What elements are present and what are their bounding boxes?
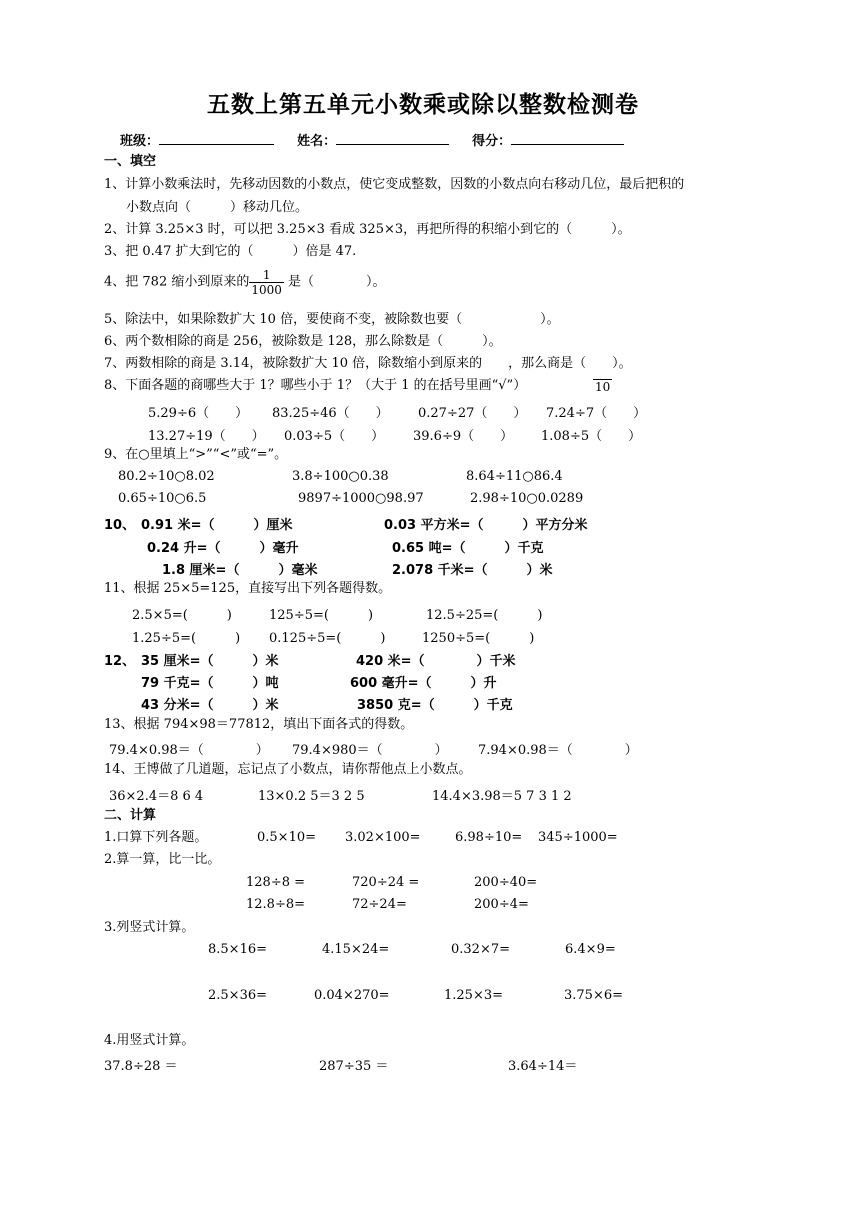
q14-item: 36×2.4＝8 6 4 bbox=[109, 789, 204, 804]
part-2-item: 128÷8 = bbox=[246, 875, 306, 890]
fraction-numerator: 1 bbox=[262, 268, 271, 282]
part-4-item: 3.64÷14＝ bbox=[508, 1059, 578, 1074]
part-1-item: 3.02×100= bbox=[345, 830, 421, 845]
part-3-item: 6.4×9= bbox=[565, 942, 616, 957]
page-title: 五数上第五单元小数乘或除以整数检测卷 bbox=[207, 92, 639, 118]
q12-item: 79 千克=（ ）吨 bbox=[141, 676, 279, 691]
part-4-item: 287÷35 ＝ bbox=[319, 1059, 389, 1074]
part-3-label: 3.列竖式计算。 bbox=[104, 920, 195, 935]
question-9: 9、在○里填上“>”“<”或“=”。 bbox=[104, 447, 288, 462]
q13-item: 79.4×0.98＝（ ） bbox=[109, 743, 269, 758]
question-12-label: 12、 bbox=[104, 654, 136, 669]
q13-item: 79.4×980＝（ ） bbox=[292, 743, 448, 758]
q9-row-2-item: 9897÷1000○98.97 bbox=[298, 491, 424, 506]
part-3-item: 0.32×7= bbox=[451, 942, 511, 957]
q8-row-2-item: 13.27÷19（ ） bbox=[148, 429, 265, 444]
q10-item: 0.91 米=（ ）厘米 bbox=[141, 518, 293, 533]
q12-item: 3850 克=（ ）千克 bbox=[357, 698, 513, 713]
part-3-item: 1.25×3= bbox=[444, 988, 504, 1003]
part-2-item: 12.8÷8= bbox=[246, 897, 306, 912]
question-11: 11、根据 25×5=125，直接写出下列各题得数。 bbox=[104, 581, 392, 596]
section-1-heading: 一、填空 bbox=[104, 154, 157, 169]
q12-item: 420 米=（ ）千米 bbox=[356, 654, 516, 669]
part-2-label: 2.算一算，比一比。 bbox=[104, 852, 221, 867]
question-1-line-1: 1、计算小数乘法时，先移动因数的小数点，使它变成整数，因数的小数点向右移动几位，最后把积的 bbox=[104, 177, 685, 192]
question-10-label: 10、 bbox=[104, 518, 136, 533]
q11-row-2-item: 1250÷5=( ) bbox=[422, 631, 535, 646]
q13-item: 7.94×0.98＝（ ） bbox=[478, 743, 638, 758]
part-2-item: 200÷4= bbox=[474, 897, 529, 912]
question-3: 3、把 0.47 扩大到它的（ ）倍是 47. bbox=[104, 244, 357, 259]
student-info-row bbox=[120, 131, 624, 150]
q11-row-2-item: 1.25÷5=( ) bbox=[132, 631, 241, 646]
part-3-item: 0.04×270= bbox=[314, 988, 390, 1003]
part-1-item: 345÷1000= bbox=[538, 830, 618, 845]
question-13: 13、根据 794×98＝77812，填出下面各式的得数。 bbox=[104, 717, 414, 732]
score-label: 得分： bbox=[472, 134, 512, 149]
q10-item: 0.65 吨=（ ）千克 bbox=[392, 541, 544, 556]
question-14: 14、王博做了几道题，忘记点了小数点，请你帮他点上小数点。 bbox=[104, 762, 472, 777]
q10-item: 1.8 厘米=（ ）毫米 bbox=[162, 563, 318, 578]
question-4-answer: 是（ ）。 bbox=[288, 274, 386, 290]
part-3-item: 4.15×24= bbox=[322, 942, 390, 957]
part-1-item: 6.98÷10= bbox=[455, 830, 523, 845]
part-1-label: 1.口算下列各题。 bbox=[104, 830, 208, 845]
class-field[interactable] bbox=[159, 131, 274, 145]
q12-item: 600 毫升=（ ）升 bbox=[350, 676, 497, 691]
question-6: 6、两个数相除的商是 256，被除数是 128，那么除数是（ ）。 bbox=[104, 334, 502, 349]
part-3-item: 2.5×36= bbox=[208, 988, 268, 1003]
q8-row-2-item: 1.08÷5（ ） bbox=[541, 429, 642, 444]
q8-row-1-item: 7.24÷7（ ） bbox=[546, 406, 647, 421]
question-4-text: 4、把 782 缩小到原来的 bbox=[104, 274, 250, 290]
score-field[interactable] bbox=[511, 131, 624, 145]
question-5: 5、除法中，如果除数扩大 10 倍，要使商不变，被除数也要（ ）。 bbox=[104, 312, 560, 327]
part-4-label: 4.用竖式计算。 bbox=[104, 1033, 195, 1048]
class-label: 班级： bbox=[120, 134, 160, 149]
q10-item: 0.24 升=（ ）毫升 bbox=[147, 541, 299, 556]
q12-item: 43 分米=（ ）米 bbox=[141, 698, 279, 713]
question-8: 8、下面各题的商哪些大于 1？哪些小于 1？（大于 1 的在括号里画“√”） bbox=[104, 378, 527, 393]
q14-item: 13×0.2 5＝3 2 5 bbox=[258, 789, 365, 804]
q12-item: 35 厘米=（ ）米 bbox=[141, 654, 279, 669]
section-2-heading: 二、计算 bbox=[104, 808, 157, 823]
q14-item: 14.4×3.98＝5 7 3 1 2 bbox=[432, 789, 572, 804]
part-2-item: 720÷24 = bbox=[352, 875, 420, 890]
q8-row-1-item: 0.27÷27（ ） bbox=[418, 406, 527, 421]
part-2-item: 72÷24= bbox=[352, 897, 407, 912]
q10-item: 0.03 平方米=（ ）平方分米 bbox=[384, 518, 588, 533]
q9-row-1-item: 8.64÷11○86.4 bbox=[466, 469, 563, 484]
fraction-1-1000 bbox=[249, 268, 284, 297]
q9-row-2-item: 2.98÷10○0.0289 bbox=[470, 491, 584, 506]
question-4 bbox=[104, 268, 386, 297]
part-3-item: 8.5×16= bbox=[208, 942, 268, 957]
q8-row-1-item: 83.25÷46（ ） bbox=[272, 406, 389, 421]
part-3-item: 3.75×6= bbox=[564, 988, 624, 1003]
q10-item: 2.078 千米=（ ）米 bbox=[392, 563, 553, 578]
fraction-denominator: 1000 bbox=[251, 283, 282, 297]
q9-row-2-item: 0.65÷10○6.5 bbox=[118, 491, 207, 506]
q11-row-1-item: 12.5÷25=( ) bbox=[426, 608, 543, 623]
name-field[interactable] bbox=[336, 131, 449, 145]
q11-row-2-item: 0.125÷5=( ) bbox=[269, 631, 386, 646]
part-4-item: 37.8÷28 ＝ bbox=[104, 1059, 178, 1074]
q9-row-1-item: 80.2÷10○8.02 bbox=[118, 469, 215, 484]
question-7: 7、两数相除的商是 3.14，被除数扩大 10 倍，除数缩小到原来的 ，那么商是（ ）。 bbox=[104, 356, 632, 371]
q8-row-1-item: 5.29÷6（ ） bbox=[148, 406, 249, 421]
question-1-line-2: 小数点向（ ）移动几位。 bbox=[126, 200, 309, 215]
q8-row-2-item: 39.6÷9（ ） bbox=[413, 429, 514, 444]
name-label: 姓名： bbox=[297, 134, 337, 149]
q9-row-1-item: 3.8÷100○0.38 bbox=[292, 469, 389, 484]
question-2: 2、计算 3.25×3 时，可以把 3.25×3 看成 325×3，再把所得的积缩小到它的（ ）。 bbox=[104, 222, 631, 237]
q8-row-2-item: 0.03÷5（ ） bbox=[284, 429, 385, 444]
part-2-item: 200÷40= bbox=[474, 875, 538, 890]
q11-row-1-item: 2.5×5=( ) bbox=[132, 608, 232, 623]
part-1-item: 0.5×10= bbox=[257, 830, 317, 845]
q11-row-1-item: 125÷5=( ) bbox=[269, 608, 374, 623]
question-7-fraction-denominator: 10 bbox=[595, 380, 611, 394]
